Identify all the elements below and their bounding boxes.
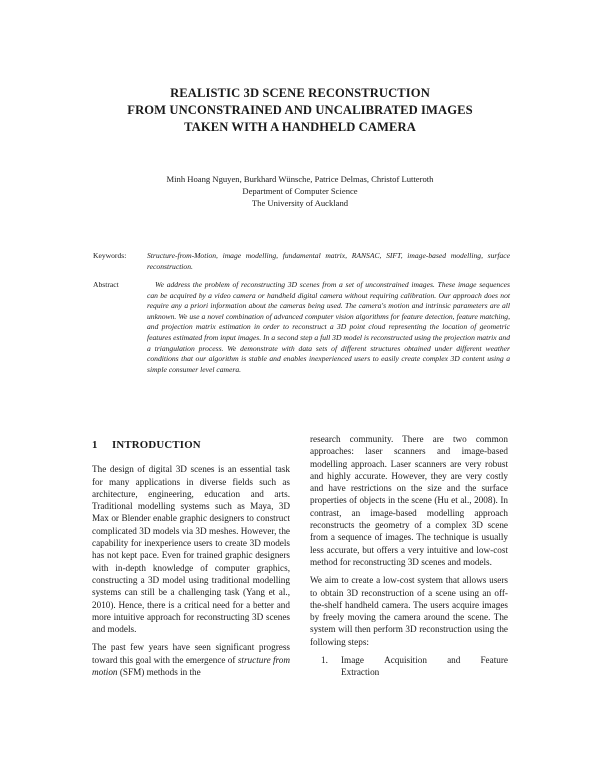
author-block xyxy=(0,173,600,209)
abstract-text: We address the problem of reconstructing 3D scenes from a set of unconstrained images. These image sequences can be acquired by a video camera or handheld digital camera without requiring calibration. Our approach does not require any a priori information about the cameras being used. The camera's motion and intrinsic parameters are all unknown. We use a novel combination of advanced computer vision algorithms for feature detection, feature matching, and projection matrix estimation in order to reconstruct a 3D point cloud representing the location of geometric features estimated from input images. In a second step a full 3D model is reconstructed using the projection matrix and a triangulation process. We demonstrate with data sets of different structures obtained under different weather conditions that our algorithm is stable and enables inexperienced users to easily create complex 3D content using a simple consumer level camera. xyxy=(147,280,510,374)
department: Department of Computer Science xyxy=(242,186,358,196)
abstract-label: Abstract xyxy=(93,280,119,289)
step-word: Feature xyxy=(480,655,508,666)
university: The University of Auckland xyxy=(251,198,349,208)
step-word: and xyxy=(447,655,461,666)
step-word: Acquisition xyxy=(384,655,427,666)
list-item xyxy=(310,654,508,679)
step-word: Image xyxy=(341,655,364,666)
right-column xyxy=(310,433,508,679)
step-line-1 xyxy=(341,654,508,666)
step-line-2: Extraction xyxy=(341,667,380,678)
intro-paragraph-2 xyxy=(92,641,290,678)
title-line-1: REALISTIC 3D SCENE RECONSTRUCTION xyxy=(170,86,430,100)
abstract-body xyxy=(147,280,510,375)
intro-paragraph-2-text: The past few years have seen significant progress toward this goal with the emergence of xyxy=(92,642,290,665)
intro-paragraph-1: The design of digital 3D scenes is an essential task for many applications in diverse fields such as architecture, engineering, education and arts. Traditional modelling systems such as Maya, 3D Max or Blender enable graphic designers to construct complicated 3D models via 3D meshes. However, the capability for inexperience users to create 3D models has not kept pace. Even for trained graphic designers with in-depth knowledge of computer graphics, constructing a 3D model using traditional modelling systems can still be a challenging task (Yang et al., 2010). Hence, there is a critical need for a better and more intuitive approach for reconstructing 3D scenes and models. xyxy=(92,464,290,635)
left-column xyxy=(92,435,290,684)
paper-title xyxy=(0,85,600,136)
section-number: 1 xyxy=(92,439,98,451)
intro-paragraph-4: We aim to create a low-cost system that allows users to obtain 3D reconstruction of a scene using an off-the-shelf handheld camera. The users acquire images by freely moving the camera around the scene. The system will then perform 3D reconstruction using the following steps: xyxy=(310,575,508,647)
title-line-3: TAKEN WITH A HANDHELD CAMERA xyxy=(184,120,416,134)
section-heading xyxy=(92,439,290,451)
keywords-text: Structure-from-Motion, image modelling, fundamental matrix, RANSAC, SIFT, image-based modelling, surface reconstruction. xyxy=(147,251,510,271)
step-number: 1. xyxy=(321,655,328,666)
intro-paragraph-3: research community. There are two common approaches: laser scanners and image-based modelling approach. Laser scanners are very robust and highly accurate. However, they are very costly and have restrictions on the size and the surface properties of objects in the scene (Hu et al., 2008). In contrast, an image-based modelling approach reconstructs the geometry of a complex 3D scene from a sequence of images. The technique is usually less accurate, but offers a very intuitive and low-cost method for reconstructing 3D scenes and models. xyxy=(310,434,508,567)
section-title: INTRODUCTION xyxy=(112,439,201,451)
author-names: Minh Hoang Nguyen, Burkhard Wünsche, Patrice Delmas, Christof Lutteroth xyxy=(166,174,434,184)
steps-list xyxy=(310,654,508,679)
keywords-label: Keywords: xyxy=(93,251,127,260)
sfm-term: structure from motion xyxy=(92,654,290,678)
title-line-2: FROM UNCONSTRAINED AND UNCALIBRATED IMAGES xyxy=(127,103,473,117)
intro-paragraph-2-tail: (SFM) methods in the xyxy=(117,667,201,678)
